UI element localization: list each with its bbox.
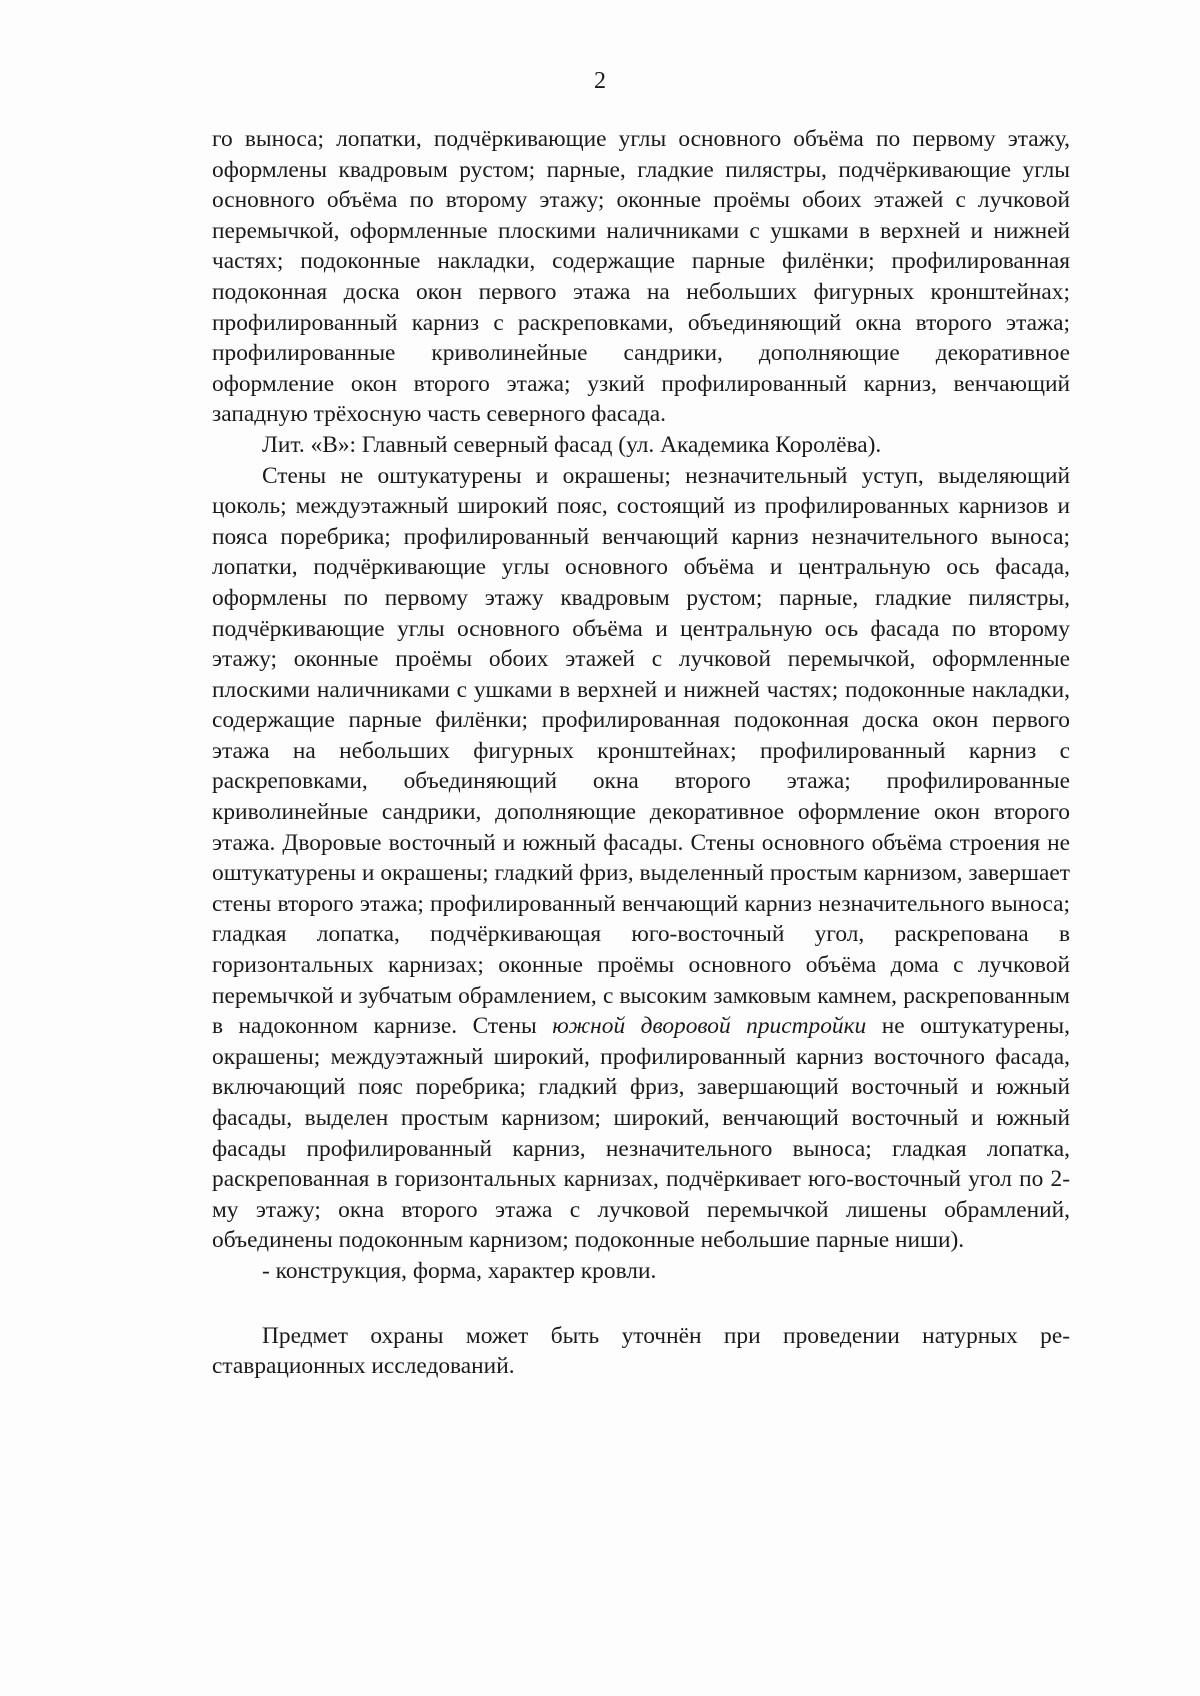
page-number: 2 (594, 68, 606, 94)
paragraph-facade-description (212, 461, 1070, 1256)
italic-text-run: южной дворовой пристройки (552, 1013, 867, 1040)
paragraph-heading-lit-v: Лит. «В»: Главный северный фасад (ул. Академика Королёва). (262, 431, 882, 458)
text-run: не оштукатурены, окрашены; междуэтажный широкий, профилированный карниз восточного фасада, включающий пояс поребрика; гладкий фриз, завершающий восточный и южный фасады, выделен простым карнизом; широкий, венчающий восточный и южный фасады профилированный карниз, незначительного выноса; гладкая лопатка, раскрепованная в горизонтальных карнизах, подчёркивает юго-восточный угол по 2-му этажу; окна второго этажа с лучковой перемычкой лишены обрамлений, объединены подоконным карнизом; подоконные небольшие парные ниши). (212, 1013, 1070, 1254)
document-body (212, 124, 1070, 1382)
paragraph-note: Предмет охраны может быть уточнён при проведении натурных реставрационных исследований. (212, 1322, 1070, 1380)
paragraph-roof-item: - конструкция, форма, характер кровли. (262, 1257, 657, 1284)
text-run: Стены не оштукатурены и окрашены; незначительный уступ, выделяющий цоколь; междуэтажный широкий пояс, состоящий из профилированных карнизов и пояса поребрика; профилированный венчающий карниз незначительного выноса; лопатки, подчёркивающие углы основного объёма и центральную ось фасада, оформлены по первому этажу квадровым рустом; парные, гладкие пилястры, подчёркивающие углы основного объёма и центральную ось фасада по второму этажу; оконные проёмы обоих этажей с лучковой перемычкой, оформленные плоскими наличниками с ушками в верхней и нижней частях; подоконные накладки, содержащие парные филёнки; профилированная подоконная доска окон первого этажа на небольших фигурных кронштейнах; профилированный карниз с раскреповками, объединяющий окна второго этажа; профилированные криволинейные сандрики, дополняющие декоративное оформление окон второго этажа. Дворовые восточный и южный фасады. Стены основного объёма строения не оштукатурены и окрашены; гладкий фриз, выделенный простым карнизом, завершает стены второго этажа; профилированный венчающий карниз незначительного выноса; гладкая лопатка, подчёркивающая юго-восточный угол, раскрепована в горизонтальных карнизах; оконные проёмы основного объёма дома с лучковой перемычкой и зубчатым обрамлением, с высоким замковым камнем, раскрепованным в надоконном карнизе. Стены (212, 462, 1070, 1040)
paragraph-continuation: го выноса; лопатки, подчёркивающие углы основного объёма по первому этажу, оформлены квадровым рустом; парные, гладкие пилястры, подчёркивающие углы основного объёма по второму этажу; оконные проёмы обоих этажей с лучковой перемычкой, оформленные плоскими наличниками с ушками в верхней и нижней частях; подоконные накладки, содержащие парные филёнки; профилированная подоконная доска окон первого этажа на небольших фигурных кронштейнах; профилированный карниз с раскреповками, объединяющий окна второго этажа; профилированные криволинейные сандрики, дополняющие декоративное оформление окон второго этажа; узкий профилированный карниз, венчающий западную трёхосную часть северного фасада. (212, 126, 1070, 428)
paragraph-spacer (212, 1287, 1070, 1321)
